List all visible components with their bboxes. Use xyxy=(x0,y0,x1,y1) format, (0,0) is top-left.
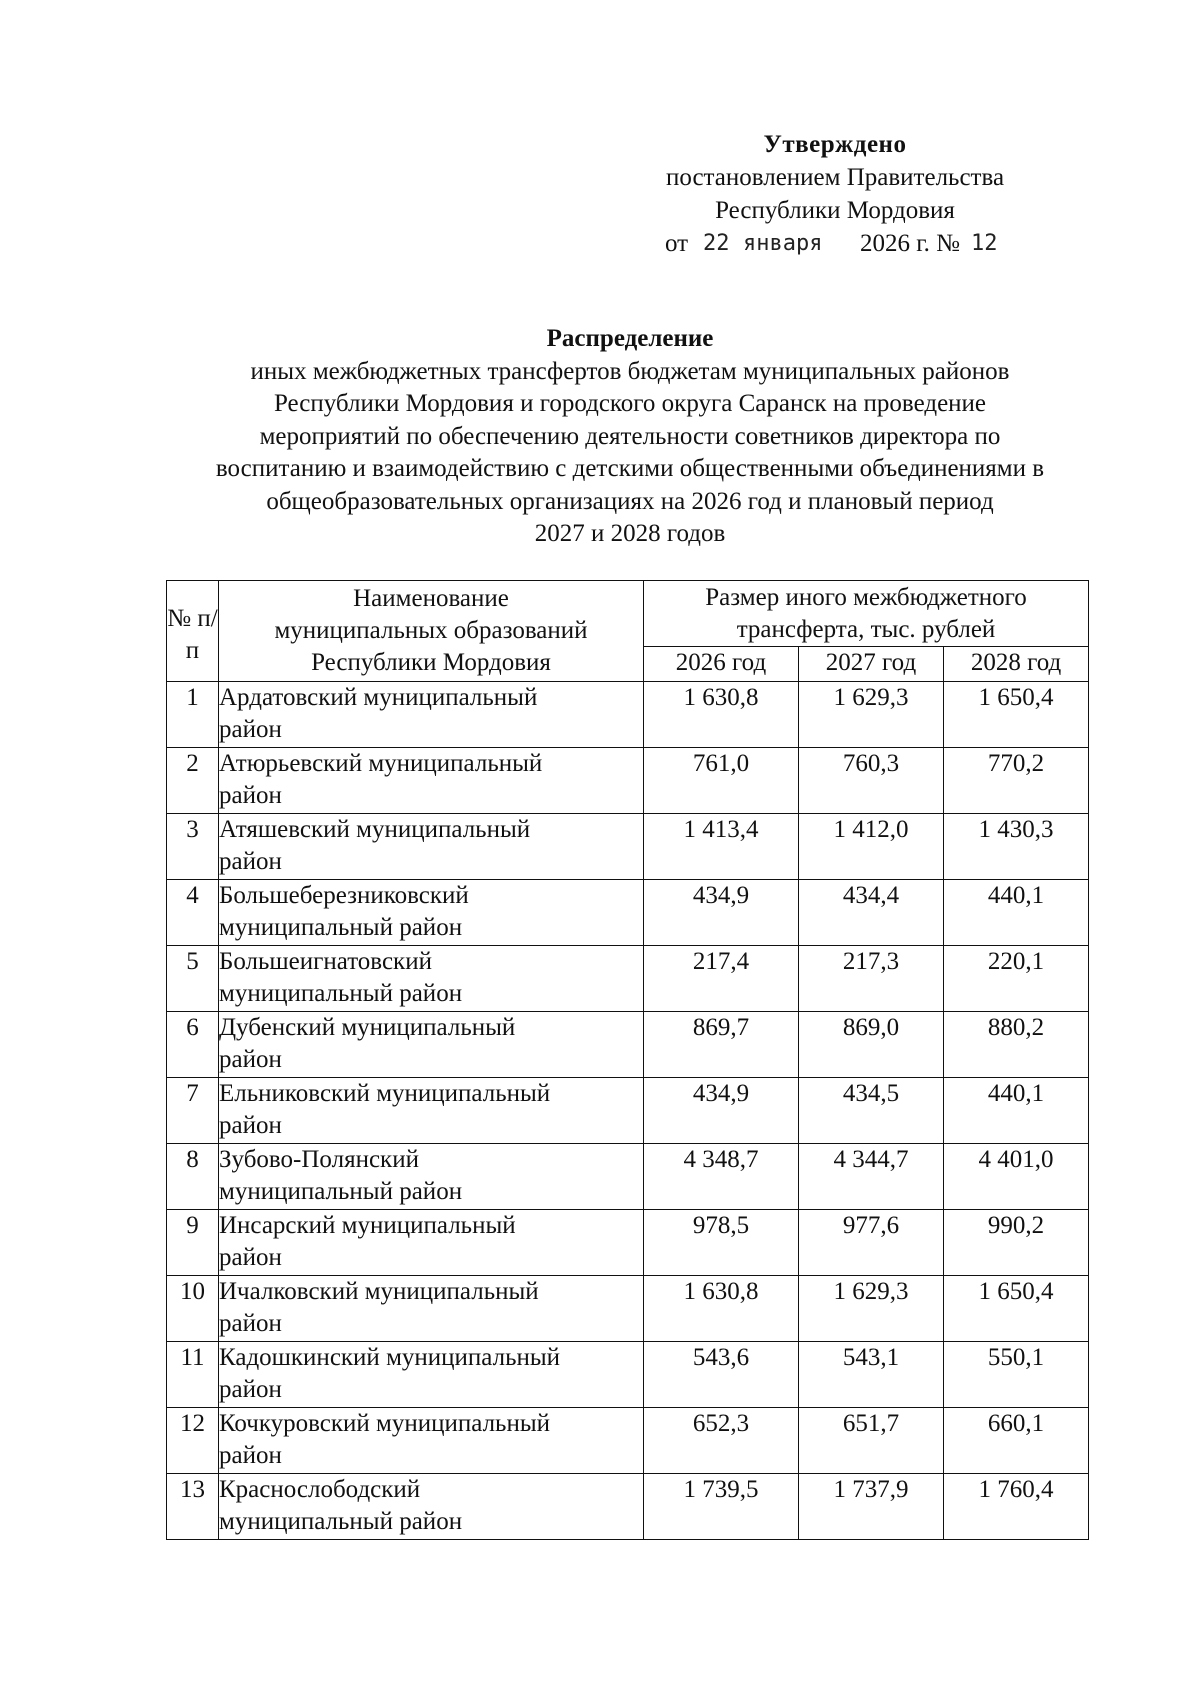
table-row xyxy=(167,946,1089,1012)
table-row xyxy=(167,880,1089,946)
approval-line-1: постановлением Правительства xyxy=(665,164,1005,191)
row-number: 9 xyxy=(167,1210,219,1276)
row-number: 8 xyxy=(167,1144,219,1210)
header-size-line: Размер иного межбюджетного xyxy=(705,584,1027,611)
municipality-name-line: Ичалковский муниципальный xyxy=(219,1278,539,1305)
document-subtitle-line: мероприятий по обеспечению деятельности советников директора по xyxy=(259,422,1001,450)
value-2028: 1 650,4 xyxy=(944,1276,1089,1342)
table-row xyxy=(167,1210,1089,1276)
decree-day: 22 xyxy=(703,231,730,256)
row-number: 11 xyxy=(167,1342,219,1408)
value-2026: 761,0 xyxy=(644,748,799,814)
header-year-2027: 2027 год xyxy=(799,647,944,682)
municipality-name-line: муниципальный район xyxy=(219,1508,463,1535)
value-2028: 220,1 xyxy=(944,946,1089,1012)
value-2027: 1 629,3 xyxy=(799,682,944,748)
municipality-name xyxy=(219,682,644,748)
decree-month: января xyxy=(743,231,823,256)
value-2027: 4 344,7 xyxy=(799,1144,944,1210)
approval-title: Утверждено xyxy=(763,131,907,158)
value-2027: 1 412,0 xyxy=(799,814,944,880)
header-transfer-size xyxy=(644,581,1089,647)
municipality-name xyxy=(219,1144,644,1210)
value-2027: 760,3 xyxy=(799,748,944,814)
municipality-name-line: Зубово-Полянский xyxy=(219,1146,419,1173)
value-2028: 440,1 xyxy=(944,880,1089,946)
value-2027: 977,6 xyxy=(799,1210,944,1276)
value-2026: 434,9 xyxy=(644,1078,799,1144)
value-2027: 1 629,3 xyxy=(799,1276,944,1342)
municipality-name-line: муниципальный район xyxy=(219,914,463,941)
row-number: 10 xyxy=(167,1276,219,1342)
municipality-name-line: муниципальный район xyxy=(219,980,463,1007)
row-number: 3 xyxy=(167,814,219,880)
municipality-name-line: Ардатовский муниципальный xyxy=(219,684,538,711)
municipality-name-line: Большеигнатовский xyxy=(219,948,432,975)
row-number: 5 xyxy=(167,946,219,1012)
table-row xyxy=(167,1012,1089,1078)
header-size-line: трансферта, тыс. рублей xyxy=(736,616,996,643)
document-subtitle-line: 2027 и 2028 годов xyxy=(534,520,726,547)
value-2027: 1 737,9 xyxy=(799,1474,944,1540)
value-2027: 434,4 xyxy=(799,880,944,946)
value-2026: 1 413,4 xyxy=(644,814,799,880)
municipality-name-line: Дубенский муниципальный xyxy=(219,1014,516,1041)
municipality-name xyxy=(219,880,644,946)
value-2026: 1 739,5 xyxy=(644,1474,799,1540)
municipality-name xyxy=(219,1474,644,1540)
municipality-name-line: Атюрьевский муниципальный xyxy=(219,750,543,777)
municipality-name-line: Большеберезниковский xyxy=(219,882,469,909)
table-body xyxy=(167,682,1089,1540)
value-2026: 652,3 xyxy=(644,1408,799,1474)
header-name-line: муниципальных образований xyxy=(274,617,588,644)
municipality-name-line: район xyxy=(219,716,282,743)
table-row xyxy=(167,1408,1089,1474)
municipality-name xyxy=(219,1408,644,1474)
municipality-name-line: Кадошкинский муниципальный xyxy=(219,1344,561,1371)
municipality-name xyxy=(219,1342,644,1408)
municipality-name-line: район xyxy=(219,1442,282,1469)
municipality-name-line: район xyxy=(219,848,282,875)
value-2026: 4 348,7 xyxy=(644,1144,799,1210)
decree-prefix: от xyxy=(665,230,689,257)
table-row xyxy=(167,1342,1089,1408)
municipality-name xyxy=(219,946,644,1012)
table-row xyxy=(167,1078,1089,1144)
value-2028: 550,1 xyxy=(944,1342,1089,1408)
municipality-name xyxy=(219,748,644,814)
municipality-name-line: район xyxy=(219,1244,282,1271)
value-2028: 1 430,3 xyxy=(944,814,1089,880)
table-row xyxy=(167,1144,1089,1210)
municipality-name-line: район xyxy=(219,1310,282,1337)
municipality-name-line: Атяшевский муниципальный xyxy=(219,816,531,843)
value-2027: 651,7 xyxy=(799,1408,944,1474)
row-number: 4 xyxy=(167,880,219,946)
header-name xyxy=(219,581,644,682)
value-2026: 978,5 xyxy=(644,1210,799,1276)
approval-line-2: Республики Мордовия xyxy=(715,197,955,224)
value-2028: 440,1 xyxy=(944,1078,1089,1144)
municipality-name xyxy=(219,814,644,880)
value-2028: 4 401,0 xyxy=(944,1144,1089,1210)
document-heading: Распределение xyxy=(546,325,714,352)
row-number: 13 xyxy=(167,1474,219,1540)
row-number: 7 xyxy=(167,1078,219,1144)
value-2027: 869,0 xyxy=(799,1012,944,1078)
municipality-name xyxy=(219,1276,644,1342)
municipality-name-line: Ельниковский муниципальный xyxy=(219,1080,551,1107)
value-2026: 543,6 xyxy=(644,1342,799,1408)
decree-number: 12 xyxy=(971,231,998,256)
value-2027: 543,1 xyxy=(799,1342,944,1408)
municipality-name xyxy=(219,1210,644,1276)
table-row xyxy=(167,1276,1089,1342)
header-name-line: Республики Мордовия xyxy=(311,649,551,676)
header-year-2026: 2026 год xyxy=(644,647,799,682)
value-2028: 770,2 xyxy=(944,748,1089,814)
municipality-name-line: район xyxy=(219,1046,282,1073)
municipality-name-line: муниципальный район xyxy=(219,1178,463,1205)
municipality-name-line: район xyxy=(219,1112,282,1139)
header-year-2028: 2028 год xyxy=(944,647,1089,682)
document-title xyxy=(160,323,1100,551)
header-name-line: Наименование xyxy=(353,585,509,612)
value-2026: 1 630,8 xyxy=(644,1276,799,1342)
table-row xyxy=(167,814,1089,880)
municipality-name-line: район xyxy=(219,1376,282,1403)
row-number: 1 xyxy=(167,682,219,748)
value-2027: 217,3 xyxy=(799,946,944,1012)
decree-date-line xyxy=(600,227,1070,260)
value-2028: 880,2 xyxy=(944,1012,1089,1078)
row-number: 6 xyxy=(167,1012,219,1078)
municipality-name-line: Кочкуровский муниципальный xyxy=(219,1410,551,1437)
value-2028: 660,1 xyxy=(944,1408,1089,1474)
document-subtitle-line: общеобразовательных организациях на 2026 год и плановый период xyxy=(266,487,994,515)
value-2026: 1 630,8 xyxy=(644,682,799,748)
distribution-table xyxy=(166,580,1089,1540)
decree-year: 2026 г. № xyxy=(860,230,961,257)
value-2026: 217,4 xyxy=(644,946,799,1012)
table-row xyxy=(167,682,1089,748)
table-row xyxy=(167,1474,1089,1540)
municipality-name-line: район xyxy=(219,782,282,809)
value-2027: 434,5 xyxy=(799,1078,944,1144)
municipality-name xyxy=(219,1012,644,1078)
approval-block xyxy=(600,128,1070,260)
row-number: 12 xyxy=(167,1408,219,1474)
document-subtitle-line: иных межбюджетных трансфертов бюджетам муниципальных районов xyxy=(250,357,1010,385)
value-2026: 869,7 xyxy=(644,1012,799,1078)
value-2028: 1 760,4 xyxy=(944,1474,1089,1540)
document-subtitle-line: Республики Мордовия и городского округа Саранск на проведение xyxy=(273,390,987,417)
table-row xyxy=(167,748,1089,814)
row-number: 2 xyxy=(167,748,219,814)
municipality-name-line: Инсарский муниципальный xyxy=(219,1212,516,1239)
value-2026: 434,9 xyxy=(644,880,799,946)
municipality-name xyxy=(219,1078,644,1144)
value-2028: 990,2 xyxy=(944,1210,1089,1276)
document-subtitle-line: воспитанию и взаимодействию с детскими общественными объединениями в xyxy=(215,455,1045,482)
municipality-name-line: Краснослободский xyxy=(219,1476,421,1503)
value-2028: 1 650,4 xyxy=(944,682,1089,748)
header-number: № п/п xyxy=(167,581,219,682)
